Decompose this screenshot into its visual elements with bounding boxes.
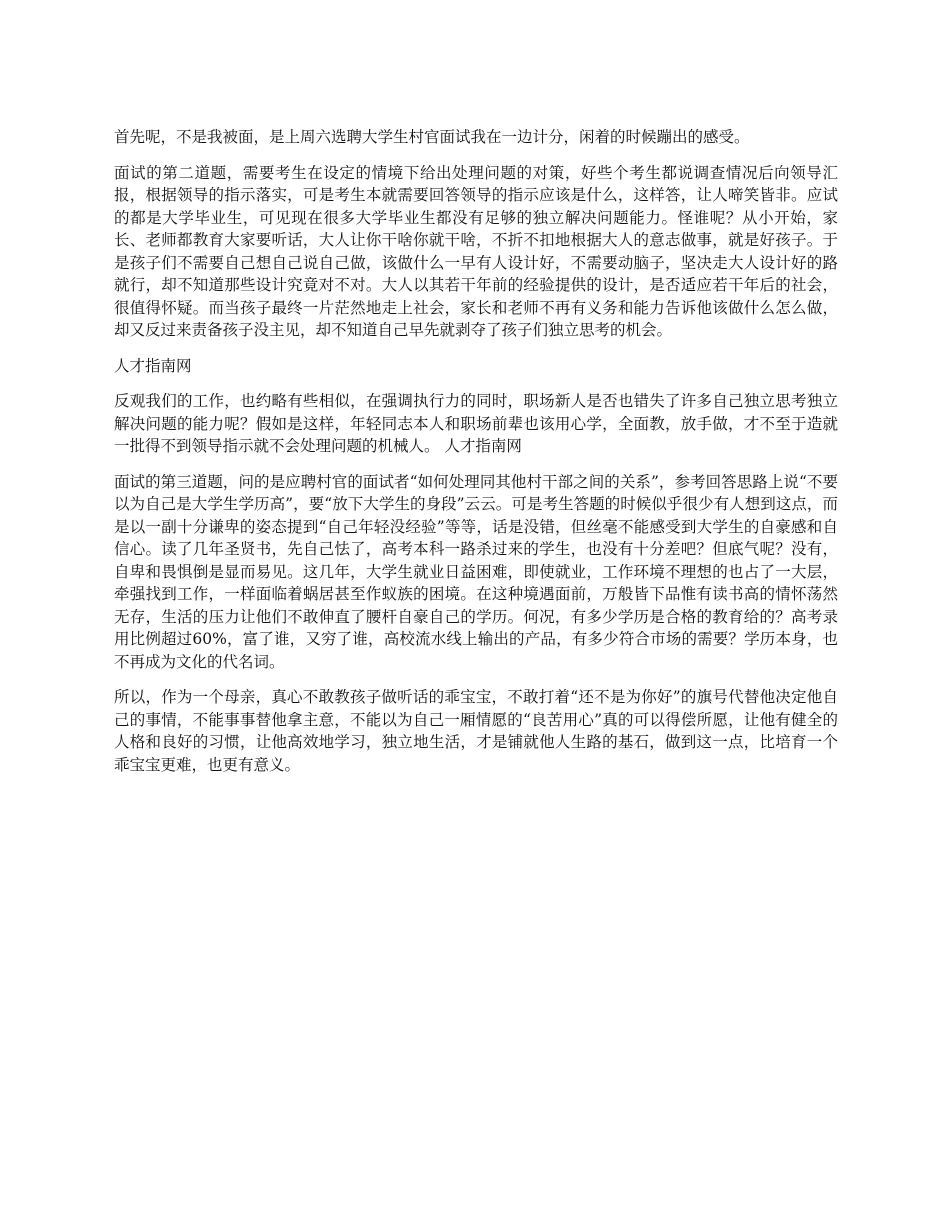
document-body (114, 126, 838, 789)
paragraph-workplace: 反观我们的工作，也约略有些相似，在强调执行力的同时，职场新人是否也错失了许多自己独立思考独立解决问题的能力呢？假如是这样，年轻同志本人和职场前辈也该用心学，全面教，放手做，才不至于造就一批得不到领导指示就不会处理问题的机械人。 人才指南网 (114, 392, 838, 455)
paragraph-second-question: 面试的第二道题，需要考生在设定的情境下给出处理问题的对策，好些个考生都说调查情况后向领导汇报，根据领导的指示落实，可是考生本就需要回答领导的指示应该是什么，这样答，让人啼笑皆非。应试的都是大学毕业生，可见现在很多大学毕业生都没有足够的独立解决问题能力。怪谁呢？从小开始，家长、老师都教育大家要听话，大人让你干啥你就干啥，不折不扣地根据大人的意志做事，就是好孩子。于是孩子们不需要自己想自己说自己做，该做什么一早有人设计好，不需要动脑子，坚决走大人设计好的路就行，却不知道那些设计究竟对不对。大人以其若干年前的经验提供的设计，是否适应若干年后的社会，很值得怀疑。而当孩子最终一片茫然地走上社会，家长和老师不再有义务和能力告诉他该做什么怎么做，却又反过来责备孩子没主见，却不知道自己早先就剥夺了孩子们独立思考的机会。 (114, 163, 838, 339)
paragraph-conclusion: 所以，作为一个母亲，真心不敢教孩子做听话的乖宝宝，不敢打着“还不是为你好”的旗号代替他决定他自己的事情，不能事事替他拿主意，不能以为自己一厢情愿的“良苦用心”真的可以得偿所愿，让他有健全的人格和良好的习惯，让他高效地学习，独立地生活，才是铺就他人生路的基石，做到这一点，比培育一个乖宝宝更难，也更有意义。 (114, 688, 838, 774)
paragraph-source-label: 人才指南网 (114, 356, 192, 375)
paragraph-intro: 首先呢，不是我被面，是上周六选聘大学生村官面试我在一边计分，闲着的时候蹦出的感受。 (114, 128, 750, 146)
paragraph-third-question: 面试的第三道题，问的是应聘村官的面试者“如何处理同其他村干部之间的关系”，参考回答思路上说“不要以为自己是大学生学历高”，要“放下大学生的身段”云云。可是考生答题的时候似乎很少有人想到这点，而是以一副十分谦卑的姿态提到“自己年轻没经验”等等，话是没错，但丝毫不能感受到大学生的自豪感和自信心。读了几年圣贤书，先自己怯了，高考本科一路杀过来的学生，也没有十分差吧？但底气呢？没有，自卑和畏惧倒是显而易见。这几年，大学生就业日益困难，即使就业，工作环境不理想的也占了一大层，牵强找到工作，一样面临着蜗居甚至作蚁族的困境。在这种境遇面前，万般皆下品惟有读书高的情怀荡然无存，生活的压力让他们不敢伸直了腰杆自豪自己的学历。何况，有多少学历是合格的教育给的？高考录用比例超过60%，富了谁，又穷了谁，高校流水线上输出的产品，有多少符合市场的需要？学历本身，也不再成为文化的代名词。 (114, 472, 838, 671)
